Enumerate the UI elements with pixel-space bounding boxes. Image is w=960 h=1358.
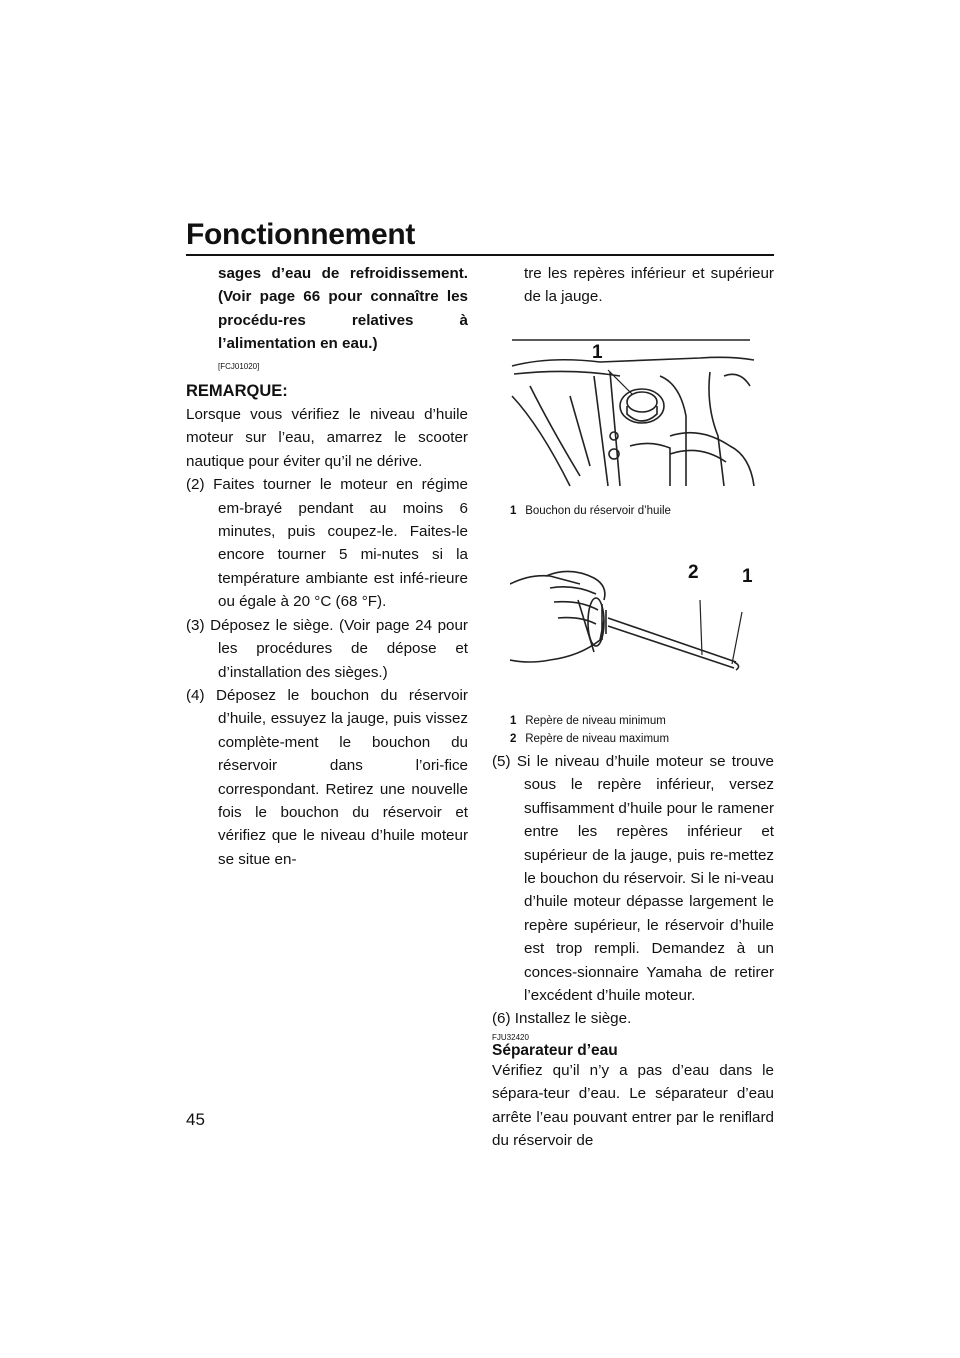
caption-line	[510, 712, 669, 730]
warning-code: [FCJ01020]	[218, 361, 260, 371]
step-6: (6) Installez le siège.	[492, 1010, 632, 1028]
warning-continuation: sages d’eau de refroidissement. (Voir page 66 pour connaître les procédu-res relatives à l’alimentation en eau.)	[218, 265, 468, 353]
oil-tank-cap-illustration	[510, 336, 756, 496]
right-column	[492, 262, 774, 309]
caption-text: Repère de niveau minimum	[525, 715, 666, 727]
figure-captions-2	[510, 712, 669, 748]
page-number: 45	[186, 1110, 205, 1129]
remark-text: Lorsque vous vérifiez le niveau d’huile moteur sur l’eau, amarrez le scooter nautique pour éviter qu’il ne dérive.	[186, 406, 468, 470]
caption-text: Bouchon du réservoir d’huile	[525, 505, 671, 517]
right-column-lower	[492, 750, 774, 1153]
step-3: (3) Déposez le siège. (Voir page 24 pour les procédures de dépose et d’installation des sièges.)	[186, 616, 468, 681]
page-title: Fonctionnement	[186, 218, 416, 251]
step-5: (5) Si le niveau d’huile moteur se trouve sous le repère inférieur, versez suffisamment d’huile pour le ramener entre les repères inférieur et supérieur de la jauge, puis re-mettez le bouchon du réservoir. Si le ni-veau d’huile moteur dépasse largement le repère supérieur, le réservoir d’huile est trop rempli. Demandez à un conces-sionnaire Yamaha de retirer l’excédent d’huile moteur.	[492, 753, 774, 1005]
caption-line	[510, 730, 669, 748]
caption-number: 1	[510, 715, 517, 727]
figure-dipstick	[510, 560, 756, 690]
caption-number: 1	[510, 505, 517, 517]
figure-callout-max: 2	[688, 562, 699, 583]
figure-caption-1	[510, 502, 671, 520]
left-column	[186, 262, 468, 871]
caption-text: Repère de niveau maximum	[525, 733, 670, 745]
figure-callout-min: 1	[742, 566, 753, 587]
figure-oil-tank-cap	[510, 336, 756, 496]
remark-heading: REMARQUE:	[186, 381, 288, 400]
section-text: Vérifiez qu’il n’y a pas d’eau dans le sépara-teur d’eau. Le séparateur d’eau arrête l’eau pouvant entrer par le reniflard du réservoir de	[492, 1061, 774, 1150]
section-title: Séparateur d’eau	[492, 1041, 618, 1059]
dipstick-illustration	[510, 560, 756, 690]
step-4: (4) Déposez le bouchon du réservoir d’huile, essuyez la jauge, puis vissez complète-ment le bouchon du réservoir dans l’ori-fice correspondant. Retirez une nouvelle fois le bouchon du réservoir et vérifiez que le niveau d’huile moteur se situe en-	[186, 686, 468, 868]
step-4-continuation: tre les repères inférieur et supérieur de la jauge.	[524, 265, 774, 306]
caption-number: 2	[510, 733, 517, 745]
step-2: (2) Faites tourner le moteur en régime em-brayé pendant au moins 6 minutes, puis coupez-le. Faites-le encore tourner 5 mi-nutes si la température ambiante est infé-rieure ou égale à 20 °C (68 °F).	[186, 476, 468, 611]
figure-callout: 1	[592, 342, 603, 363]
section-code: FJU32420	[492, 1032, 529, 1042]
header-rule	[186, 254, 774, 256]
